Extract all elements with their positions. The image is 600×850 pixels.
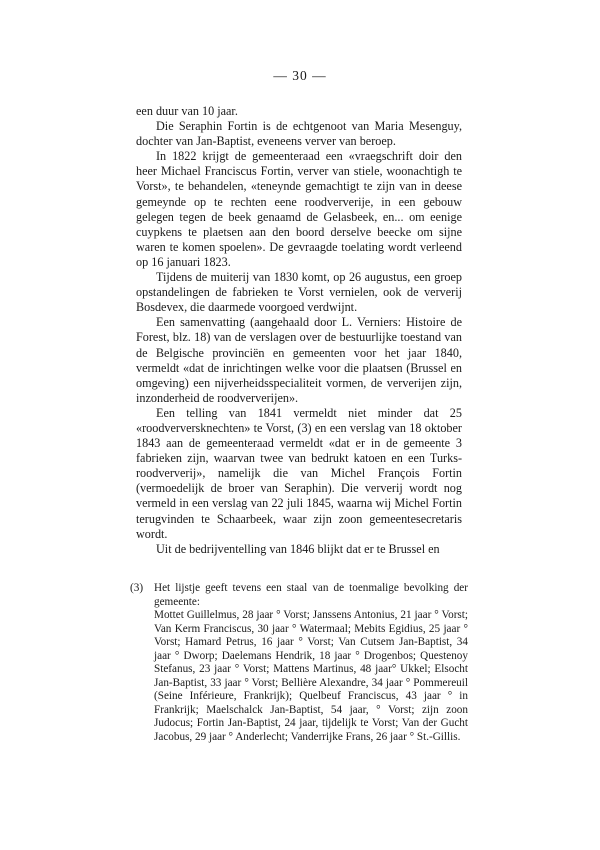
paragraph-7: Uit de bedrijventelling van 1846 blijkt dat er te Brussel en	[156, 541, 440, 556]
paragraph-4: Tijdens de muiterij van 1830 komt, op 26 augustus, een groep opstandelingen de fabrieken te Vorst vernielen, ook de ververij Bosdevex, die daarmede voorgoed verdwijnt.	[136, 270, 462, 315]
paragraph-2: Die Seraphin Fortin is de echtgenoot van Maria Mesenguy, dochter van Jan-Baptist, eveneens verver van beroep.	[136, 119, 462, 149]
footnote-intro: Het lijstje geeft tevens een staal van de toenmalige bevolking der gemeente:	[154, 582, 468, 608]
paragraph-5: Een samenvatting (aangehaald door L. Verniers: Histoire de Forest, blz. 18) van de verslagen over de bestuurlijke toestand van de Belgische provinciën en gemeenten voor het jaar 1840, vermeldt «dat de inrichtingen welke voor die plaatsen (Brussel en omgeving) een nijverheidsspecialiteit vormen, de ververijen zijn, inzonderheid de roodververijen».	[136, 315, 462, 405]
page-number: — 30 —	[273, 68, 327, 83]
footnote	[130, 582, 468, 744]
body-text	[136, 104, 462, 557]
footnote-marker: (3)	[130, 582, 144, 594]
paragraph-6: Een telling van 1841 vermeldt niet minder dat 25 «roodverversknechten» te Vorst, (3) en een verslag van 18 oktober 1843 aan de gemeenteraad vermeldt «dat er in de gemeente 3 fabrieken zijn, waarvan twee van bedrukt katoen en een Turks-roodververij», namelijk die van Michel François Fortin (vermoedelijk de broer van Seraphin). Die ververij wordt nog vermeld in een verslag van 22 juli 1845, waarna wij Michel Fortin terugvinden te Schaarbeek, waar zijn zoon gemeentesecretaris wordt.	[136, 405, 462, 541]
paragraph-3: In 1822 krijgt de gemeenteraad een «vraegschrift doir den heer Michael Franciscus Fortin, verver van stiele, woonachtigh te Vorst», te behandelen, «teneynde gemachtigt te zijn van in deese gemeynde op te rechten eene roodververije, in een gebouw gelegen tegen de beek genaamd de Gelasbeek, en... om eenige cuypkens te plaetsen aan den boord derselve beecke om sijne waren te komen spoelen». De gevraagde toelating wordt verleend op 16 januari 1823.	[136, 149, 462, 269]
footnote-text: Mottet Guillelmus, 28 jaar ° Vorst; Janssens Antonius, 21 jaar ° Vorst; Van Kerm Franciscus, 30 jaar ° Watermaal; Mebits Egidius, 25 jaar ° Vorst; Hamard Petrus, 16 jaar ° Vorst; Van Cutsem Jan-Baptist, 34 jaar ° Dworp; Daelemans Hendrik, 18 jaar ° Drogenbos; Questenoy Stefanus, 23 jaar ° Vorst; Mattens Martinus, 48 jaar° Ukkel; Elsocht Jan-Baptist, 33 jaar ° Vorst; Bellière Alexandre, 34 jaar ° Pommereuil (Seine Inférieure, Frankrijk); Quelbeuf Franciscus, 43 jaar ° in Frankrijk; Maelschalck Jan-Baptist, 54 jaar, ° Vorst; zijn zoon Judocus; Fortin Jan-Baptist, 24 jaar, tijdelijk te Vorst; Van der Gucht Jacobus, 29 jaar ° Anderlecht; Vanderrijke Frans, 26 jaar ° St.-Gillis.	[154, 609, 468, 743]
paragraph-1: een duur van 10 jaar.	[136, 104, 238, 118]
